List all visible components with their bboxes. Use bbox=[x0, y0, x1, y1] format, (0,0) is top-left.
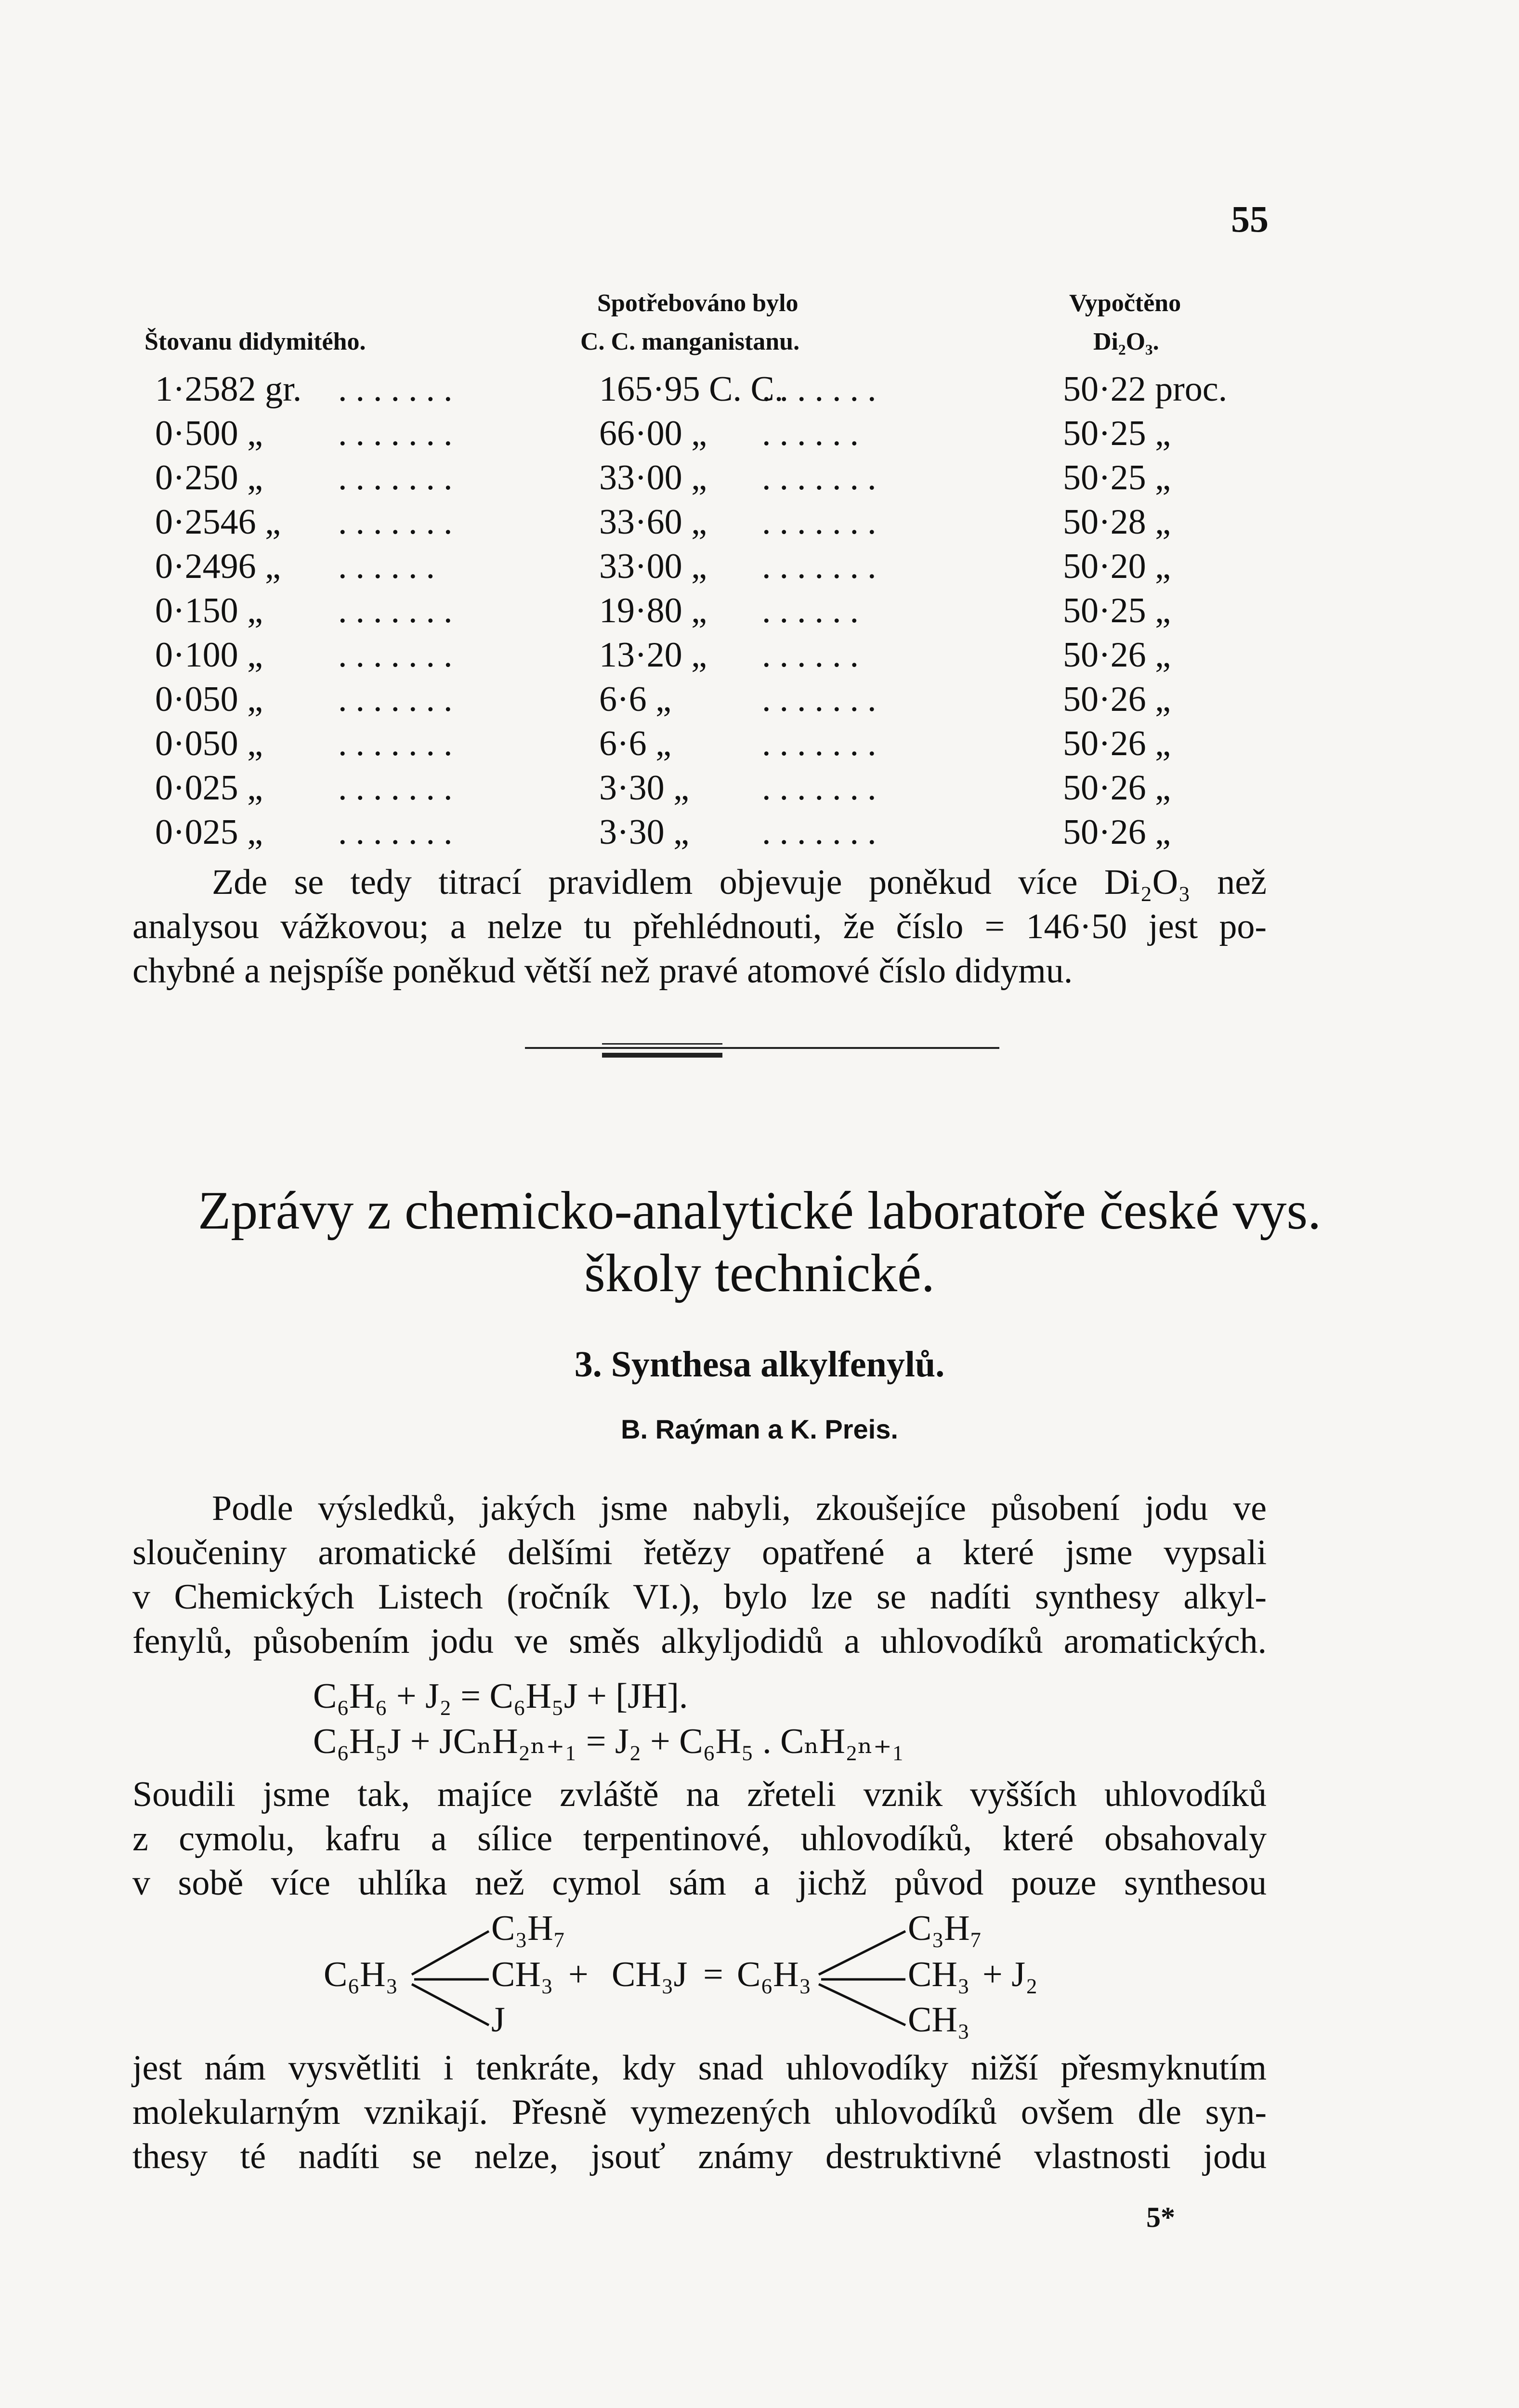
dot-leader: ....... bbox=[338, 502, 461, 542]
volume-consumed: 66·00 „ bbox=[599, 414, 707, 453]
volume-consumed: 13·20 „ bbox=[599, 635, 707, 675]
col2-header-line1: Spotřebováno bylo bbox=[597, 289, 799, 317]
bond-line bbox=[819, 1931, 905, 1975]
paragraph-line: thesy té nadíti se nelze, jsouť známy destruktivné vlastnosti jodu bbox=[132, 2137, 1267, 2176]
reagent: CH₃J bbox=[612, 1955, 688, 1994]
volume-consumed: 33·00 „ bbox=[599, 547, 707, 586]
paragraph-line: z cymolu, kafru a sílice terpentinové, uhlovodíků, které obsahovaly bbox=[132, 1819, 1267, 1858]
dot-leader: ....... bbox=[338, 591, 461, 630]
sample-weight: 0·050 „ bbox=[155, 724, 263, 763]
signature-mark: 5* bbox=[1146, 2201, 1175, 2233]
sample-weight: 0·025 „ bbox=[155, 768, 263, 808]
dot-leader: ...... bbox=[762, 635, 867, 675]
dot-leader: ....... bbox=[338, 414, 461, 453]
paragraph-line: jest nám vysvětliti i tenkráte, kdy snad uhlovodíky nižší přesmyknutím bbox=[132, 2048, 1267, 2088]
sample-weight: 1·2582 gr. bbox=[155, 369, 302, 409]
paragraph-line: fenylů, působením jodu ve směs alkyljodidů a uhlovodíků aromatických. bbox=[132, 1622, 1267, 1661]
computed-percent: 50·25 „ bbox=[1063, 458, 1171, 497]
sample-weight: 0·150 „ bbox=[155, 591, 263, 630]
col3-header-line1: Vypočtěno bbox=[1069, 289, 1181, 317]
paragraph-line: Podle výsledků, jakých jsme nabyli, zkoušejíce působení jodu ve bbox=[212, 1489, 1267, 1528]
sample-weight: 0·250 „ bbox=[155, 458, 263, 497]
volume-consumed: 3·30 „ bbox=[599, 812, 689, 852]
sample-weight: 0·050 „ bbox=[155, 680, 263, 719]
computed-percent: 50·22 proc. bbox=[1063, 369, 1228, 409]
paragraph-line: sloučeniny aromatické delšími řetězy opatřené a které jsme vypsali bbox=[132, 1533, 1267, 1572]
left-mid-substituent: CH₃ bbox=[491, 1955, 553, 1994]
computed-percent: 50·25 „ bbox=[1063, 591, 1171, 630]
right-mid-substituent: CH₃ bbox=[908, 1955, 970, 1994]
section-heading-line2: školy technické. bbox=[584, 1243, 935, 1303]
article-title: 3. Synthesa alkylfenylů. bbox=[574, 1344, 945, 1385]
product-extra: + J₂ bbox=[982, 1955, 1038, 1994]
col1-header: Štovanu didymitého. bbox=[144, 328, 366, 355]
page-number: 55 bbox=[1231, 198, 1269, 240]
dot-leader: ....... bbox=[338, 724, 461, 763]
bond-line bbox=[412, 1931, 489, 1975]
dot-leader: ...... bbox=[762, 591, 867, 630]
sample-weight: 0·025 „ bbox=[155, 812, 263, 852]
dot-leader: ....... bbox=[762, 812, 885, 852]
left-top-substituent: C₃H₇ bbox=[491, 1909, 566, 1948]
paragraph-line: Soudili jsme tak, majíce zvláště na zřeteli vznik vyšších uhlovodíků bbox=[132, 1775, 1267, 1814]
computed-percent: 50·26 „ bbox=[1063, 812, 1171, 852]
dot-leader: ....... bbox=[762, 724, 885, 763]
equation-1: C₆H₆ + J₂ = C₆H₅J + [JH]. bbox=[313, 1676, 688, 1716]
left-core-group: C₆H₃ bbox=[324, 1955, 398, 1994]
right-core-group: C₆H₃ bbox=[737, 1955, 812, 1994]
dot-leader: ....... bbox=[338, 458, 461, 497]
col2-header-line2: C. C. manganistanu. bbox=[580, 328, 800, 355]
dot-leader: ....... bbox=[762, 502, 885, 542]
volume-consumed: 33·60 „ bbox=[599, 502, 707, 542]
volume-consumed: 33·00 „ bbox=[599, 458, 707, 497]
paragraph-line: v Chemických Listech (ročník VI.), bylo lze se nadíti synthesy alkyl- bbox=[132, 1577, 1267, 1617]
paragraph-line: analysou vážkovou; a nelze tu přehlédnouti, že číslo = 146·50 jest po- bbox=[132, 907, 1267, 946]
dot-leader: ....... bbox=[762, 547, 885, 586]
dot-leader: ....... bbox=[338, 635, 461, 675]
sample-weight: 0·2496 „ bbox=[155, 547, 281, 586]
equals-sign: = bbox=[703, 1955, 723, 1994]
volume-consumed: 6·6 „ bbox=[599, 680, 671, 719]
dot-leader: ...... bbox=[338, 547, 444, 586]
dot-leader: ....... bbox=[338, 680, 461, 719]
article-authors: B. Raýman a K. Preis. bbox=[621, 1414, 898, 1444]
left-bottom-substituent: J bbox=[491, 2000, 505, 2040]
computed-percent: 50·26 „ bbox=[1063, 635, 1171, 675]
dot-leader: ....... bbox=[762, 768, 885, 808]
volume-consumed: 165·95 C. C. bbox=[599, 369, 784, 409]
right-top-substituent: C₃H₇ bbox=[908, 1909, 982, 1948]
dot-leader: ....... bbox=[338, 369, 461, 409]
dot-leader: ....... bbox=[762, 458, 885, 497]
dot-leader: ...... bbox=[762, 414, 867, 453]
paragraph-line: molekularným vznikají. Přesně vymezených uhlovodíků ovšem dle syn- bbox=[132, 2093, 1267, 2132]
sample-weight: 0·100 „ bbox=[155, 635, 263, 675]
computed-percent: 50·28 „ bbox=[1063, 502, 1171, 542]
computed-percent: 50·25 „ bbox=[1063, 414, 1171, 453]
dot-leader: ....... bbox=[762, 680, 885, 719]
equation-2: C₆H₅J + JCₙH₂ₙ₊₁ = J₂ + C₆H₅ . CₙH₂ₙ₊₁ bbox=[313, 1722, 904, 1761]
paragraph-line: v sobě více uhlíka než cymol sám a jichž původ pouze synthesou bbox=[132, 1863, 1267, 1903]
plus-sign: + bbox=[568, 1955, 589, 1994]
computed-percent: 50·26 „ bbox=[1063, 724, 1171, 763]
paragraph-line: chybné a nejspíše poněkud větší než pravé atomové číslo didymu. bbox=[132, 951, 1073, 991]
dot-leader: ....... bbox=[338, 768, 461, 808]
volume-consumed: 3·30 „ bbox=[599, 768, 689, 808]
bond-line bbox=[819, 1984, 905, 2025]
sample-weight: 0·500 „ bbox=[155, 414, 263, 453]
computed-percent: 50·20 „ bbox=[1063, 547, 1171, 586]
volume-consumed: 19·80 „ bbox=[599, 591, 707, 630]
right-bottom-substituent: CH₃ bbox=[908, 2000, 970, 2040]
paragraph-line: Zde se tedy titrací pravidlem objevuje poněkud více Di₂O₃ než bbox=[212, 863, 1267, 902]
sample-weight: 0·2546 „ bbox=[155, 502, 281, 542]
bond-line bbox=[412, 1984, 489, 2025]
dot-leader: ....... bbox=[338, 812, 461, 852]
dot-leader: ....... bbox=[762, 369, 885, 409]
col3-header-line2: Di₂O₃. bbox=[1093, 328, 1159, 355]
section-heading-line1: Zprávy z chemicko-analytické laboratoře české vys. bbox=[197, 1181, 1322, 1241]
computed-percent: 50·26 „ bbox=[1063, 680, 1171, 719]
volume-consumed: 6·6 „ bbox=[599, 724, 671, 763]
computed-percent: 50·26 „ bbox=[1063, 768, 1171, 808]
